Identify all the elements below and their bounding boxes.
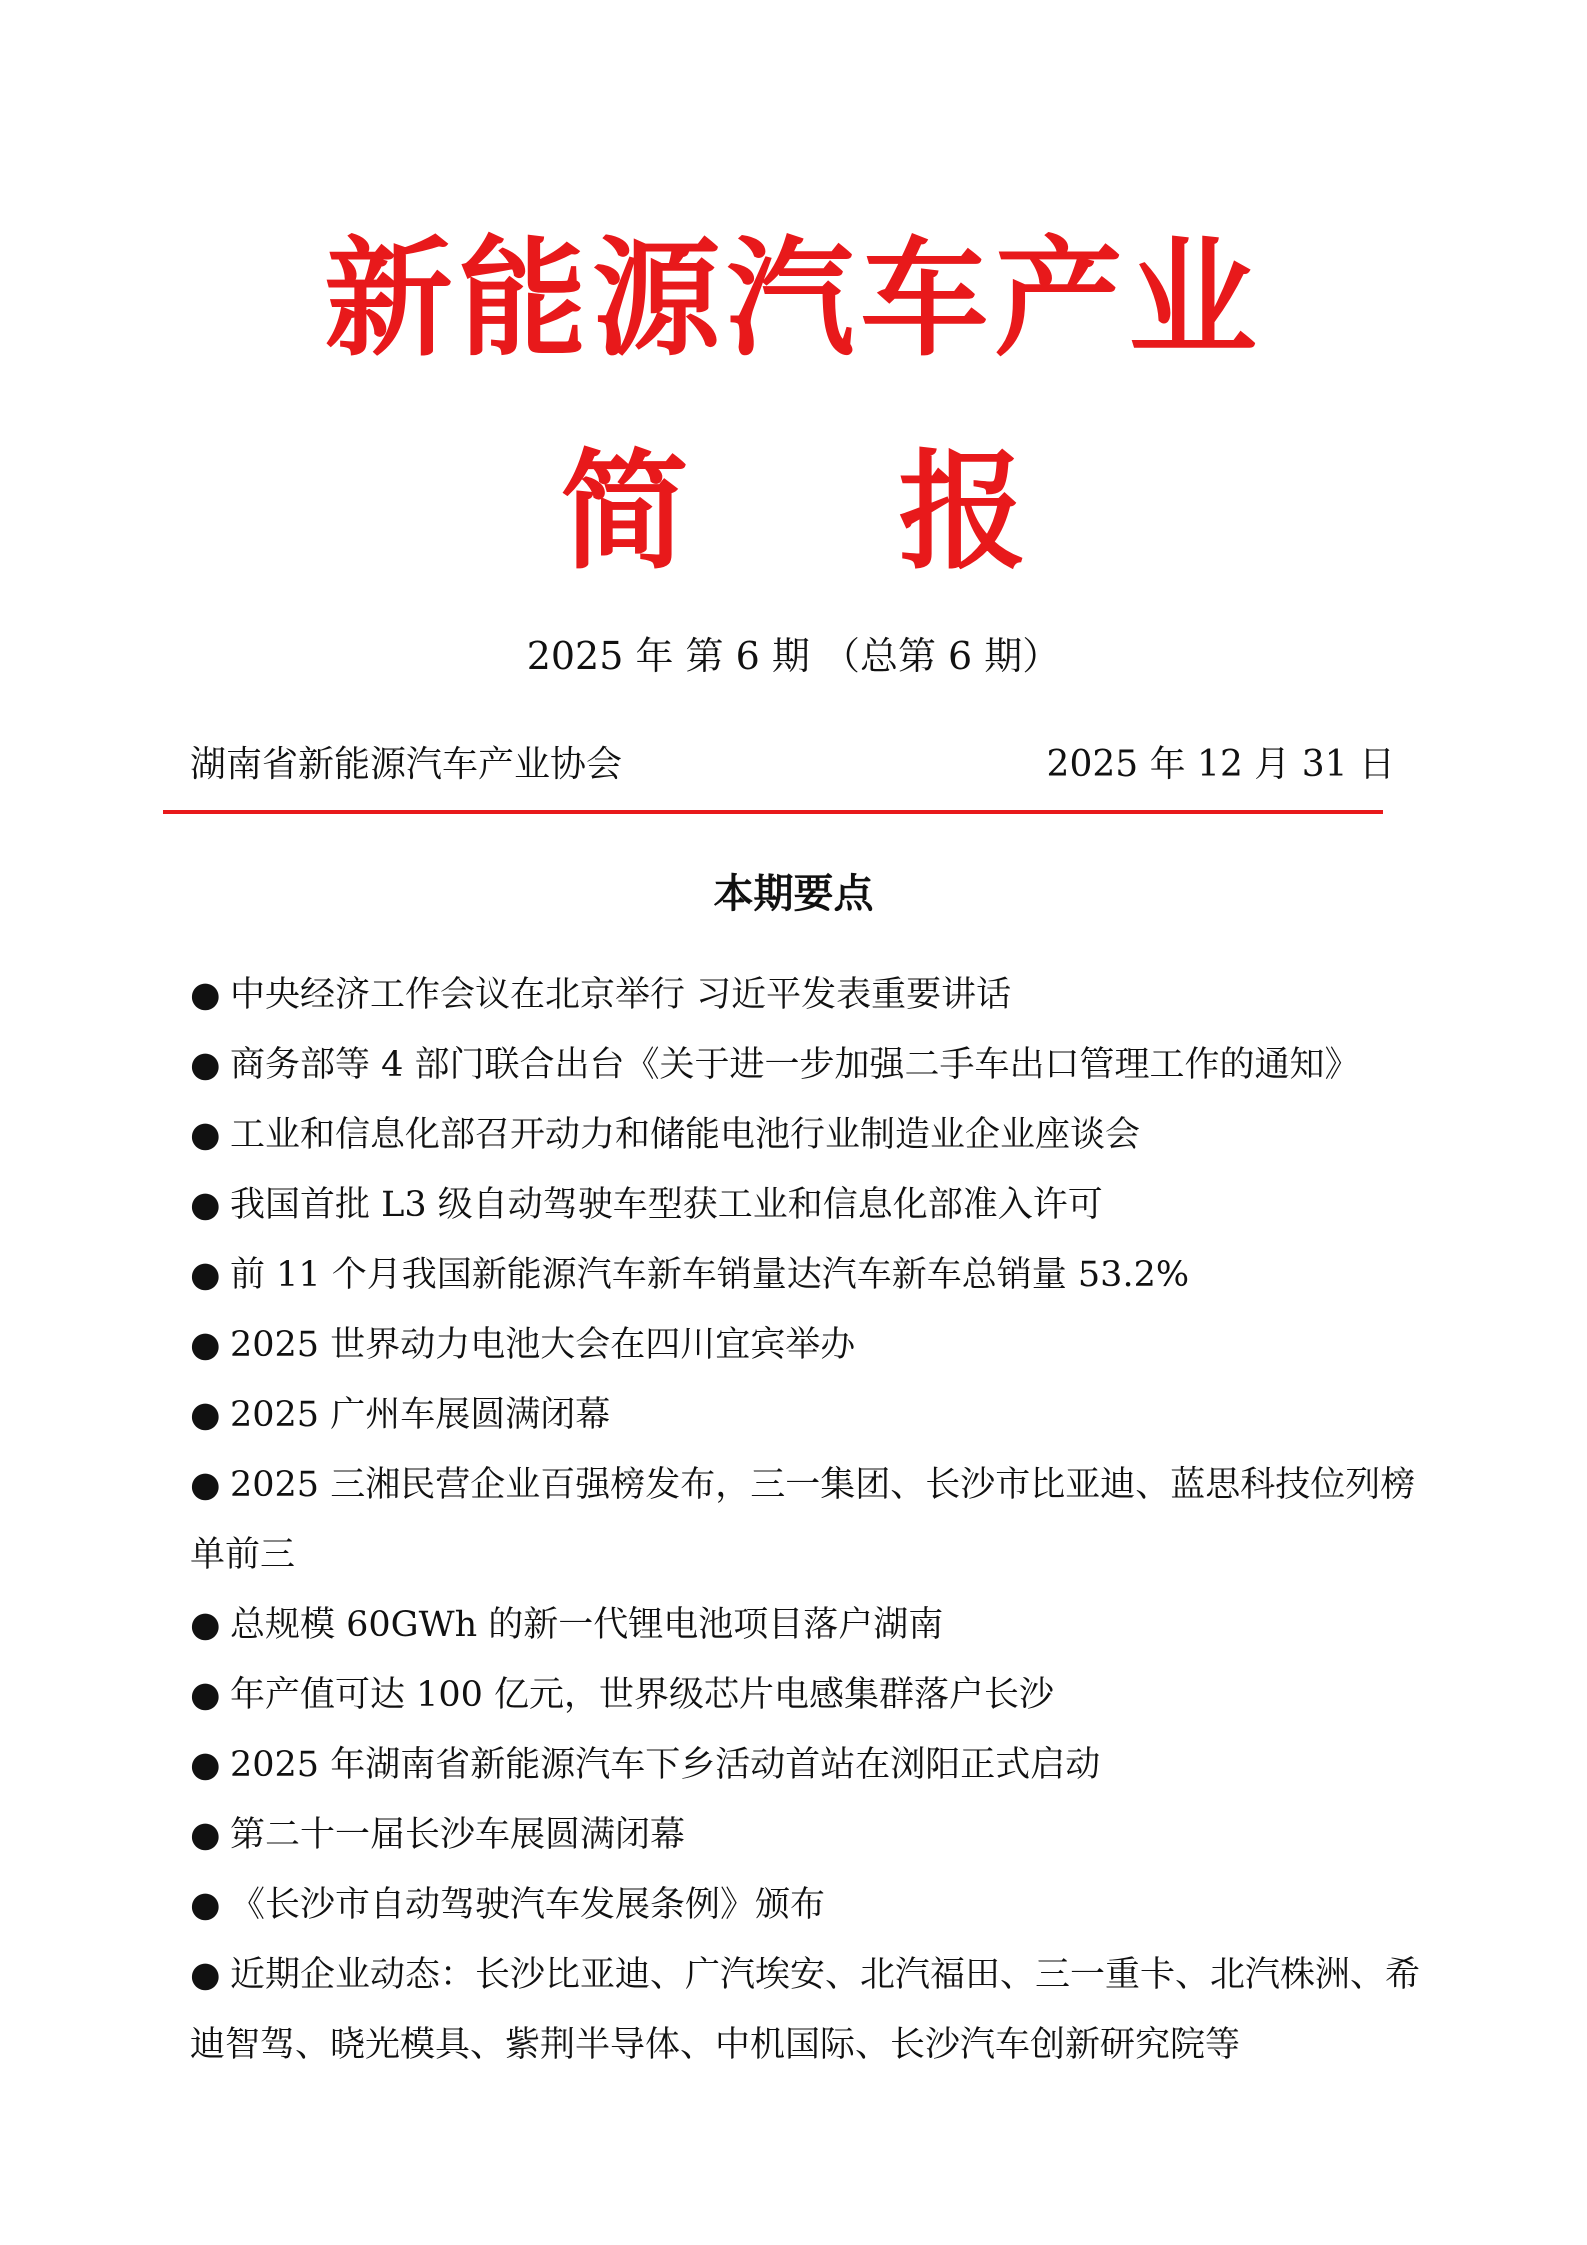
list-item-text: 2025 广州车展圆满闭幕: [230, 1395, 611, 1435]
report-title-line1: 新能源汽车产业: [324, 225, 1263, 374]
list-item: [190, 1100, 1420, 1170]
list-item: [190, 1660, 1420, 1730]
list-item: [190, 1380, 1420, 1450]
list-item: [190, 1170, 1420, 1240]
bullet-icon: ●: [190, 1325, 221, 1365]
bullet-icon: ●: [190, 975, 221, 1015]
list-item: [190, 1870, 1420, 1940]
bullet-icon: ●: [190, 1955, 221, 1995]
list-item-text: 工业和信息化部召开动力和储能电池行业制造业企业座谈会: [230, 1115, 1141, 1155]
bullet-icon: ●: [190, 1675, 221, 1715]
list-item-text: 总规模 60GWh 的新一代锂电池项目落户湖南: [230, 1605, 944, 1645]
list-item-text: 我国首批 L3 级自动驾驶车型获工业和信息化部准入许可: [230, 1185, 1103, 1225]
publication-date: 2025 年 12 月 31 日: [1046, 744, 1395, 785]
report-title-line2: [0, 438, 1587, 588]
report-title-char-jian: 简: [560, 438, 689, 587]
list-item-text: 2025 世界动力电池大会在四川宜宾举办: [230, 1325, 856, 1365]
bullet-icon: ●: [190, 1465, 221, 1505]
list-item-text: 2025 三湘民营企业百强榜发布，三一集团、长沙市比亚迪、蓝思科技位列榜单前三: [190, 1465, 1416, 1575]
list-item-text: 2025 年湖南省新能源汽车下乡活动首站在浏阳正式启动: [230, 1745, 1101, 1785]
bullet-icon: ●: [190, 1045, 221, 1085]
bullet-icon: ●: [190, 1185, 221, 1225]
bullet-icon: ●: [190, 1815, 221, 1855]
bullet-icon: ●: [190, 1255, 221, 1295]
list-item: [190, 1450, 1420, 1590]
list-item-text: 第二十一届长沙车展圆满闭幕: [230, 1815, 686, 1855]
list-item-text: 年产值可达 100 亿元，世界级芯片电感集群落户长沙: [230, 1675, 1055, 1715]
highlights-list: [190, 960, 1420, 2080]
list-item-text: 中央经济工作会议在北京举行 习近平发表重要讲话: [230, 975, 1012, 1015]
list-item: [190, 1240, 1420, 1310]
organization-name: 湖南省新能源汽车产业协会: [190, 744, 623, 785]
publication-meta: [190, 740, 1395, 790]
red-divider-rule: [163, 810, 1383, 814]
bullet-icon: ●: [190, 1395, 221, 1435]
highlights-heading: 本期要点: [713, 871, 874, 917]
list-item-text: 近期企业动态：长沙比亚迪、广汽埃安、北汽福田、三一重卡、北汽株洲、希迪智驾、晓光模具、紫荆半导体、中机国际、长沙汽车创新研究院等: [190, 1955, 1421, 2065]
bullet-icon: ●: [190, 1115, 221, 1155]
bullet-icon: ●: [190, 1745, 221, 1785]
list-item: [190, 960, 1420, 1030]
list-item: [190, 1310, 1420, 1380]
list-item: [190, 1800, 1420, 1870]
list-item-text: 前 11 个月我国新能源汽车新车销量达汽车新车总销量 53.2%: [230, 1255, 1190, 1295]
bullet-icon: ●: [190, 1885, 221, 1925]
list-item: [190, 1940, 1420, 2080]
issue-number: 2025 年 第 6 期 （总第 6 期）: [526, 634, 1061, 678]
list-item: [190, 1730, 1420, 1800]
list-item: [190, 1590, 1420, 1660]
list-item: [190, 1030, 1420, 1100]
report-title-char-bao: 报: [898, 438, 1027, 587]
list-item-text: 商务部等 4 部门联合出台《关于进一步加强二手车出口管理工作的通知》: [230, 1045, 1360, 1085]
bullet-icon: ●: [190, 1605, 221, 1645]
list-item-text: 《长沙市自动驾驶汽车发展条例》颁布: [230, 1885, 826, 1925]
